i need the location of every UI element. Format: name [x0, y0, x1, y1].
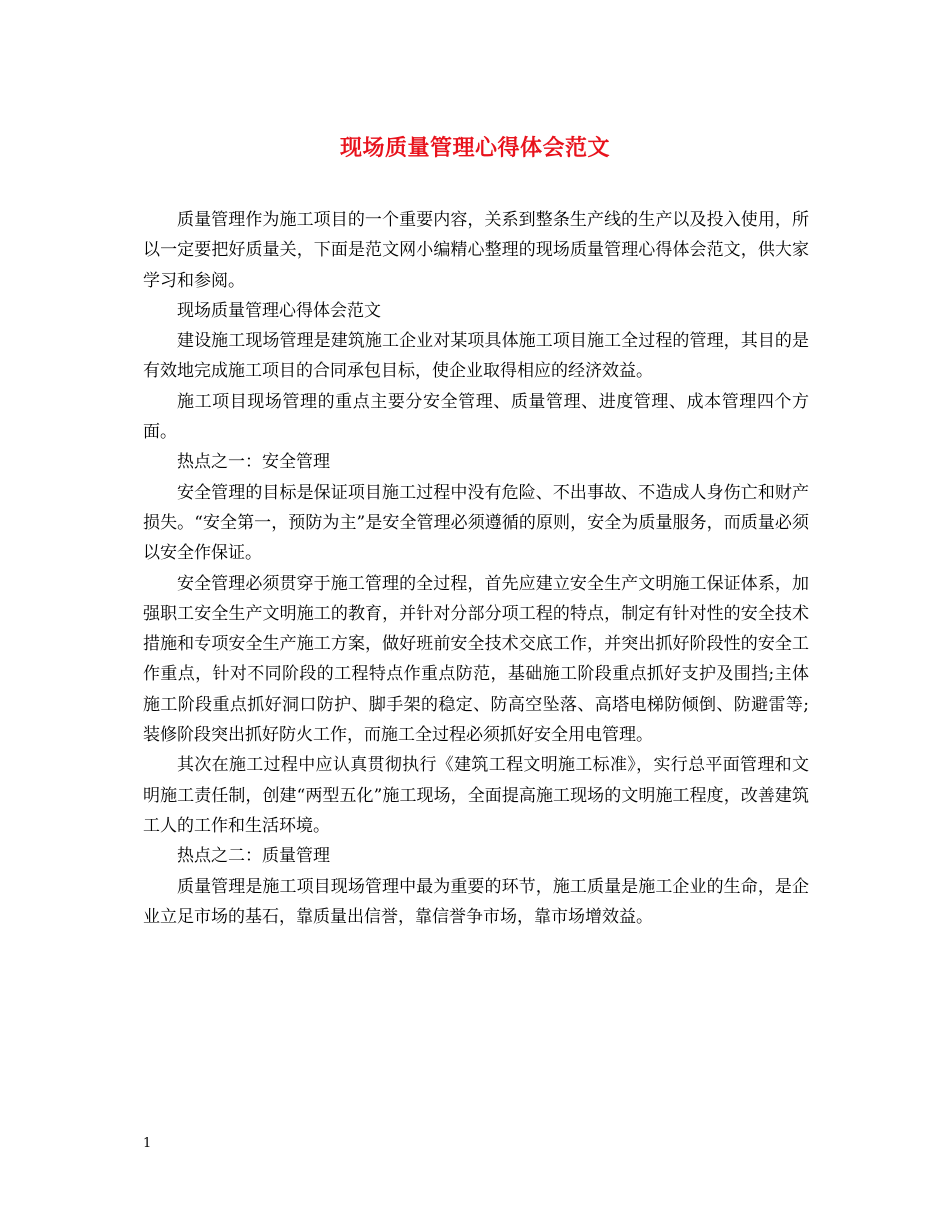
section-heading-safety: 热点之一：安全管理: [177, 452, 330, 473]
section-heading-quality: 热点之二：质量管理: [177, 846, 330, 867]
paragraph: 其次在施工过程中应认真贯彻执行《建筑工程文明施工标准》，实行总平面管理和文明施工责任制，创建“两型五化”施工现场，全面提高施工现场的文明施工程度，改善建筑工人的工作和生活环境。: [143, 755, 809, 836]
paragraph: 安全管理的目标是保证项目施工过程中没有危险、不出事故、不造成人身伤亡和财产损失。“安全第一，预防为主”是安全管理必须遵循的原则，安全为质量服务，而质量必须以安全作保证。: [143, 482, 809, 564]
paragraph: 质量管理是施工项目现场管理中最为重要的环节，施工质量是施工企业的生命，是企业立足市场的基石，靠质量出信誉，靠信誉争市场，靠市场增效益。: [143, 876, 809, 927]
paragraph-intro: 质量管理作为施工项目的一个重要内容，关系到整条生产线的生产以及投入使用，所以一定要把好质量关，下面是范文网小编精心整理的现场质量管理心得体会范文，供大家学习和参阅。: [143, 210, 809, 291]
paragraph-subtitle: 现场质量管理心得体会范文: [177, 300, 381, 321]
paragraph: 安全管理必须贯穿于施工管理的全过程，首先应建立安全生产文明施工保证体系，加强职工安全生产文明施工的教育，并针对分部分项工程的特点，制定有针对性的安全技术措施和专项安全生产施工方案，做好班前安全技术交底工作，并突出抓好阶段性的安全工作重点，针对不同阶段的工程特点作重点防范，基础施工阶段重点抓好支护及围挡;主体施工阶段重点抓好洞口防护、脚手架的稳定、防高空坠落、高塔电梯防倾倒、防避雷等;装修阶段突出抓好防火工作，而施工全过程必须抓好安全用电管理。: [143, 573, 809, 746]
document-title: 现场质量管理心得体会范文: [339, 135, 610, 161]
paragraph: 施工项目现场管理的重点主要分安全管理、质量管理、进度管理、成本管理四个方面。: [143, 391, 809, 443]
document-body: [143, 205, 809, 932]
paragraph: 建设施工现场管理是建筑施工企业对某项具体施工项目施工全过程的管理，其目的是有效地完成施工项目的合同承包目标，使企业取得相应的经济效益。: [143, 331, 809, 382]
page-number: 1: [143, 1136, 152, 1151]
